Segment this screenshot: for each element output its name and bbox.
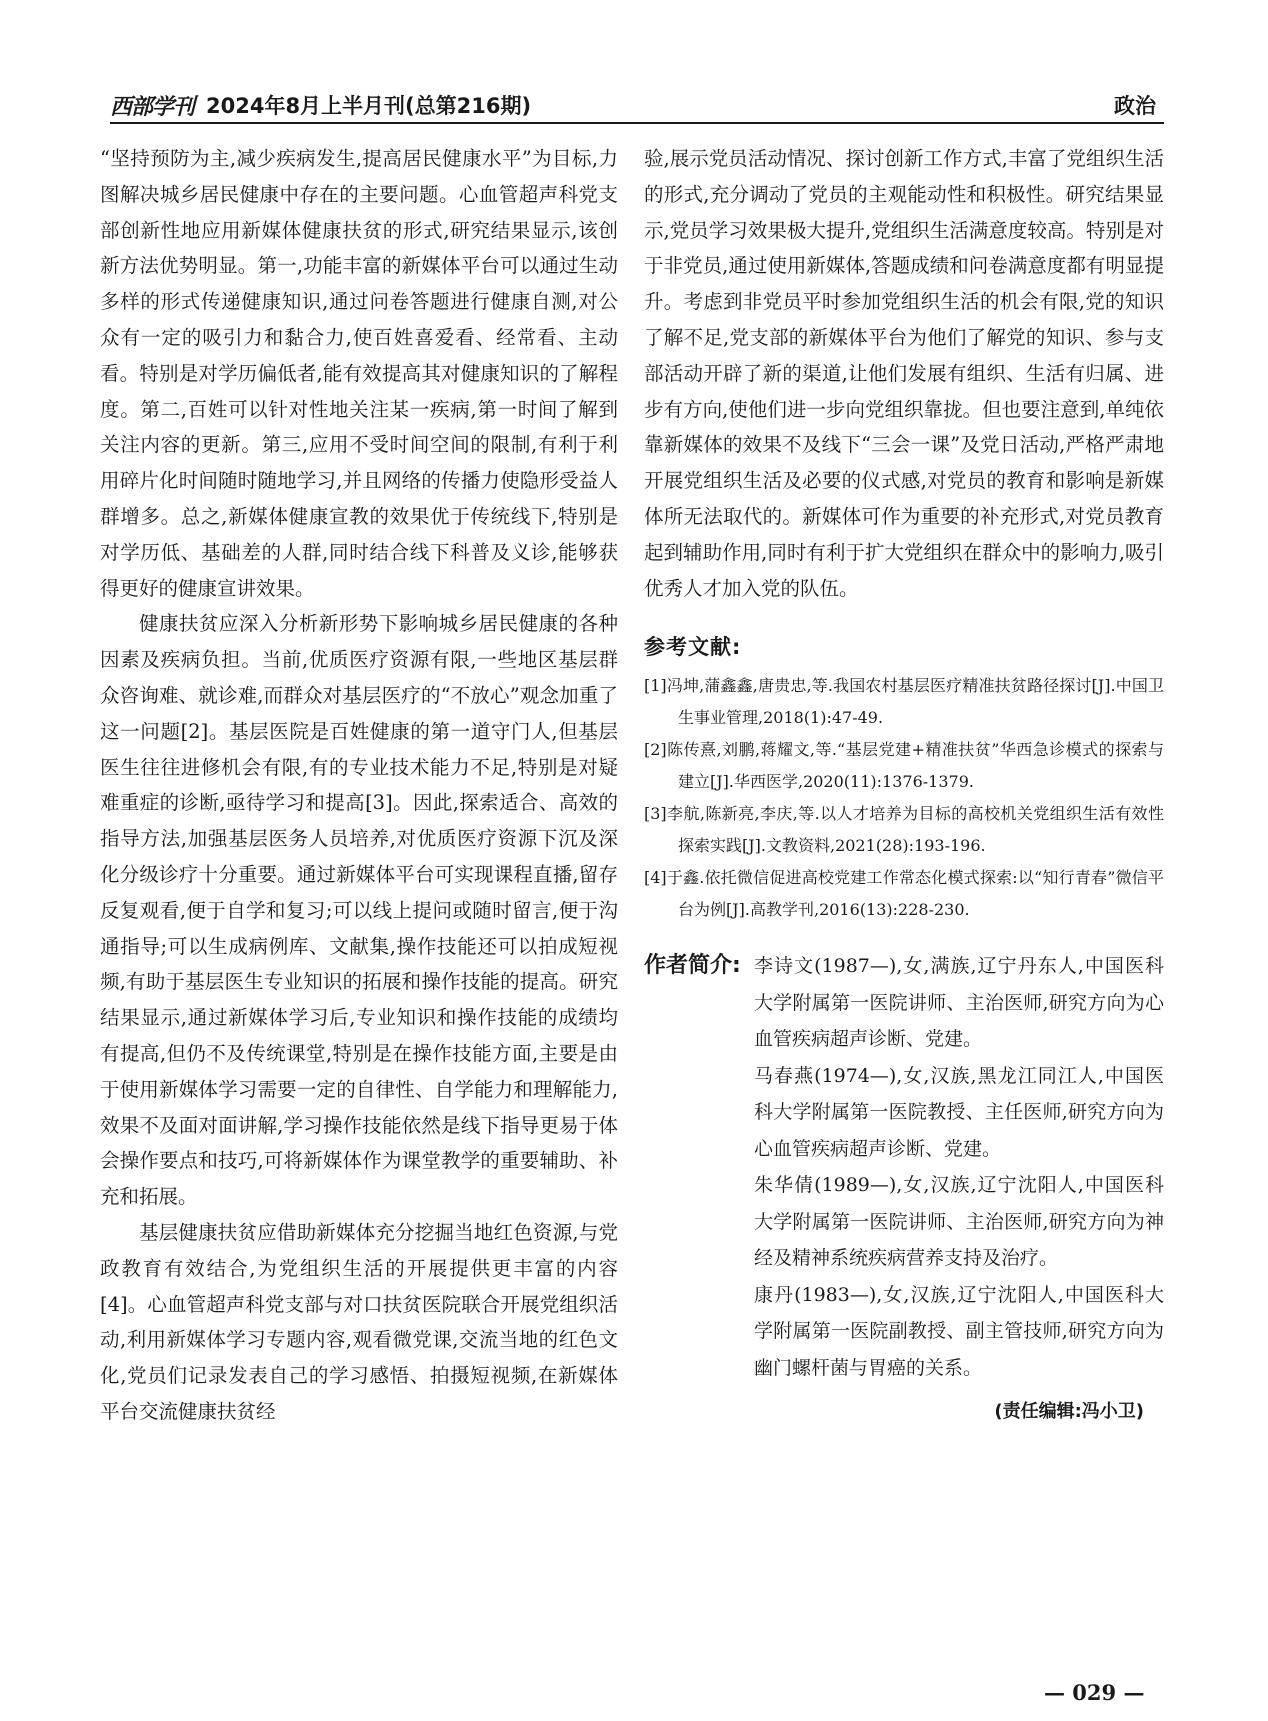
author-bio: 马春燕(1974—),女,汉族,黑龙江同江人,中国医科大学附属第一医院教授、主任医师,研究方向为心血管疾病超声诊断、党建。	[754, 1064, 1164, 1160]
author-bio: 康丹(1983—),女,汉族,辽宁沈阳人,中国医科大学附属第一医院副教授、副主管技师,研究方向为幽门螺杆菌与胃癌的关系。	[754, 1283, 1164, 1379]
author-bio: 朱华倩(1989—),女,汉族,辽宁沈阳人,中国医科大学附属第一医院讲师、主治医师,研究方向为神经及精神系统疾病营养支持及治疗。	[754, 1174, 1164, 1270]
page-number: — 029 —	[1044, 1680, 1145, 1705]
reference-item: [3]李航,陈新亮,李庆,等.以人才培养为目标的高校机关党组织生活有效性探索实践[J].文教资料,2021(28):193-196.	[644, 804, 1164, 856]
page-header	[110, 86, 1164, 122]
right-column	[644, 141, 1164, 1430]
header-rule	[110, 122, 1164, 124]
responsible-editor: (责任编辑:冯小卫)	[994, 1401, 1144, 1423]
reference-list	[644, 670, 1164, 926]
reference-item: [2]陈传熹,刘鹏,蒋耀文,等.“基层党建+精准扶贫”华西急诊模式的探索与建立[J].华西医学,2020(11):1376-1379.	[644, 740, 1164, 792]
paragraph: 验,展示党员活动情况、探讨创新工作方式,丰富了党组织生活的形式,充分调动了党员的主观能动性和积极性。研究结果显示,党员学习效果极大提升,党组织生活满意度较高。特别是对于非党员,通过使用新媒体,答题成绩和问卷满意度都有明显提升。考虑到非党员平时参加党组织生活的机会有限,党的知识了解不足,党支部的新媒体平台为他们了解党的知识、参与支部活动开辟了新的渠道,让他们发展有组织、生活有归属、进步有方向,使他们进一步向党组织靠拢。但也要注意到,单纯依靠新媒体的效果不及线下“三会一课”及党日活动,严格严肃地开展党组织生活及必要的仪式感,对党员的教育和影响是新媒体所无法取代的。新媒体可作为重要的补充形式,对党员教育起到辅助作用,同时有利于扩大党组织在群众中的影响力,吸引优秀人才加入党的队伍。	[644, 147, 1164, 600]
journal-logo: 西部学刊	[110, 94, 195, 120]
author-info	[644, 948, 1164, 1386]
paragraph: “坚持预防为主,减少疾病发生,提高居民健康水平”为目标,力图解决城乡居民健康中存在的主要问题。心血管超声科党支部创新性地应用新媒体健康扶贫的形式,研究结果显示,该创新方法优势明显。第一,功能丰富的新媒体平台可以通过生动多样的形式传递健康知识,通过问卷答题进行健康自测,对公众有一定的吸引力和黏合力,使百姓喜爱看、经常看、主动看。特别是对学历偏低者,能有效提高其对健康知识的了解程度。第二,百姓可以针对性地关注某一疾病,第一时间了解到关注内容的更新。第三,应用不受时间空间的限制,有利于利用碎片化时间随时随地学习,并且网络的传播力使隐形受益人群增多。总之,新媒体健康宣教的效果优于传统线下,特别是对学历低、基础差的人群,同时结合线下科普及义诊,能够获得更好的健康宣讲效果。	[100, 147, 618, 600]
paragraph: 基层健康扶贫应借助新媒体充分挖掘当地红色资源,与党政教育有效结合,为党组织生活的开展提供更丰富的内容[4]。心血管超声科党支部与对口扶贫医院联合开展党组织活动,利用新媒体学习专题内容,观看微党课,交流当地的红色文化,党员们记录发表自己的学习感悟、拍摄短视频,在新媒体平台交流健康扶贫经	[100, 1220, 618, 1423]
issue-info: 2024年8月上半月刊(总第216期)	[206, 94, 532, 118]
reference-item: [4]于鑫.依托微信促进高校党建工作常态化模式探索:以“知行青春”微信平台为例[J].高教学刊,2016(13):228-230.	[644, 868, 1164, 920]
section-name: 政治	[1114, 94, 1156, 118]
references-title: 参考文献:	[644, 635, 742, 660]
reference-item: [1]冯坤,蒲鑫鑫,唐贵忠,等.我国农村基层医疗精准扶贫路径探讨[J].中国卫生事业管理,2018(1):47-49.	[644, 676, 1164, 728]
author-label: 作者简介:	[644, 953, 741, 979]
author-bio: 李诗文(1987—),女,满族,辽宁丹东人,中国医科大学附属第一医院讲师、主治医师,研究方向为心血管疾病超声诊断、党建。	[754, 955, 1164, 1051]
left-column	[100, 141, 618, 1430]
paragraph: 健康扶贫应深入分析新形势下影响城乡居民健康的各种因素及疾病负担。当前,优质医疗资源有限,一些地区基层群众咨询难、就诊难,而群众对基层医疗的“不放心”观念加重了这一问题[2]。基层医院是百姓健康的第一道守门人,但基层医生往往进修机会有限,有的专业技术能力不足,特别是对疑难重症的诊断,亟待学习和提高[3]。因此,探索适合、高效的指导方法,加强基层医务人员培养,对优质医疗资源下沉及深化分级诊疗十分重要。通过新媒体平台可实现课程直播,留存反复观看,便于自学和复习;可以线上提问或随时留言,便于沟通指导;可以生成病例库、文献集,操作技能还可以拍成短视频,有助于基层医生专业知识的拓展和操作技能的提高。研究结果显示,通过新媒体学习后,专业知识和操作技能的成绩均有提高,但仍不及传统课堂,特别是在操作技能方面,主要是由于使用新媒体学习需要一定的自律性、自学能力和理解能力,效果不及面对面讲解,学习操作技能依然是线下指导更易于体会操作要点和技巧,可将新媒体作为课堂教学的重要辅助、补充和拓展。	[100, 612, 618, 1209]
